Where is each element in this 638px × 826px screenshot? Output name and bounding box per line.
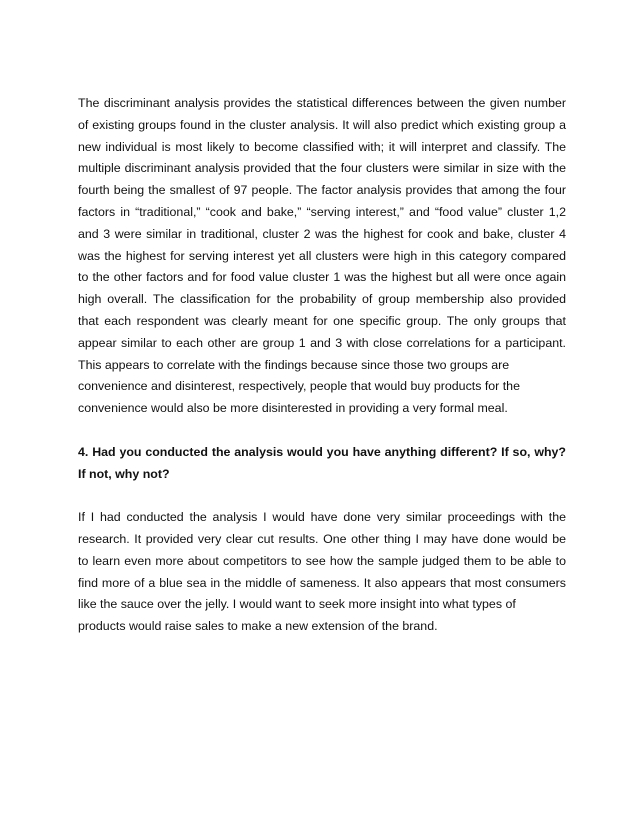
paragraph-line: was the highest for serving interest yet all clusters were high in this category compared bbox=[78, 248, 566, 263]
paragraph-line: research. It provided very clear cut results. One other thing I may have done would be bbox=[78, 531, 566, 546]
paragraph-line: that each respondent was clearly meant for one specific group. The only groups that bbox=[78, 313, 566, 328]
paragraph-line: If I had conducted the analysis I would have done very similar proceedings with the bbox=[78, 510, 566, 525]
paragraph-line: to learn even more about competitors to see how the sample judged them to be able to bbox=[78, 553, 566, 568]
question-4-heading bbox=[78, 442, 566, 486]
paragraph-line: products would raise sales to make a new extension of the brand. bbox=[78, 619, 438, 634]
paragraph-line: new individual is most likely to become classified with; it will interpret and classify. The bbox=[78, 139, 566, 154]
paragraph-line: like the sauce over the jelly. I would want to seek more insight into what types of bbox=[78, 597, 516, 612]
paragraph-line: convenience would also be more disinterested in providing a very formal meal. bbox=[78, 401, 508, 416]
paragraph-line: multiple discriminant analysis provided that the four clusters were similar in size with the bbox=[78, 161, 566, 176]
paragraph-line: fourth being the smallest of 97 people. The factor analysis provides that among the four bbox=[78, 183, 566, 198]
document-body bbox=[78, 93, 566, 638]
paragraph-line: appear similar to each other are group 1 and 3 with close correlations for a participant. bbox=[78, 335, 566, 350]
heading-line: If not, why not? bbox=[78, 466, 170, 481]
paragraph-line: factors in “traditional,” “cook and bake,” “serving interest,” and “food value” cluster 1,2 bbox=[78, 204, 566, 219]
paragraph-discriminant-analysis bbox=[78, 93, 566, 420]
heading-line: 4. Had you conducted the analysis would you have anything different? If so, why? bbox=[78, 444, 566, 459]
paragraph-line: convenience and disinterest, respectively, people that would buy products for the bbox=[78, 379, 520, 394]
paragraph-line: high overall. The classification for the probability of group membership also provided bbox=[78, 292, 566, 307]
paragraph-line: of existing groups found in the cluster analysis. It will also predict which existing group a bbox=[78, 117, 566, 132]
paragraph-line: find more of a blue sea in the middle of sameness. It also appears that most consumers bbox=[78, 575, 566, 590]
paragraph-answer bbox=[78, 507, 566, 638]
paragraph-line: This appears to correlate with the findings because since those two groups are bbox=[78, 357, 510, 372]
paragraph-line: and 3 were similar in traditional, cluster 2 was the highest for cook and bake, cluster 4 bbox=[78, 226, 566, 241]
paragraph-line: to the other factors and for food value cluster 1 was the highest but all were once again bbox=[78, 270, 566, 285]
paragraph-spacer bbox=[78, 420, 566, 442]
paragraph-spacer bbox=[78, 485, 566, 507]
paragraph-line: The discriminant analysis provides the statistical differences between the given number bbox=[78, 96, 566, 110]
